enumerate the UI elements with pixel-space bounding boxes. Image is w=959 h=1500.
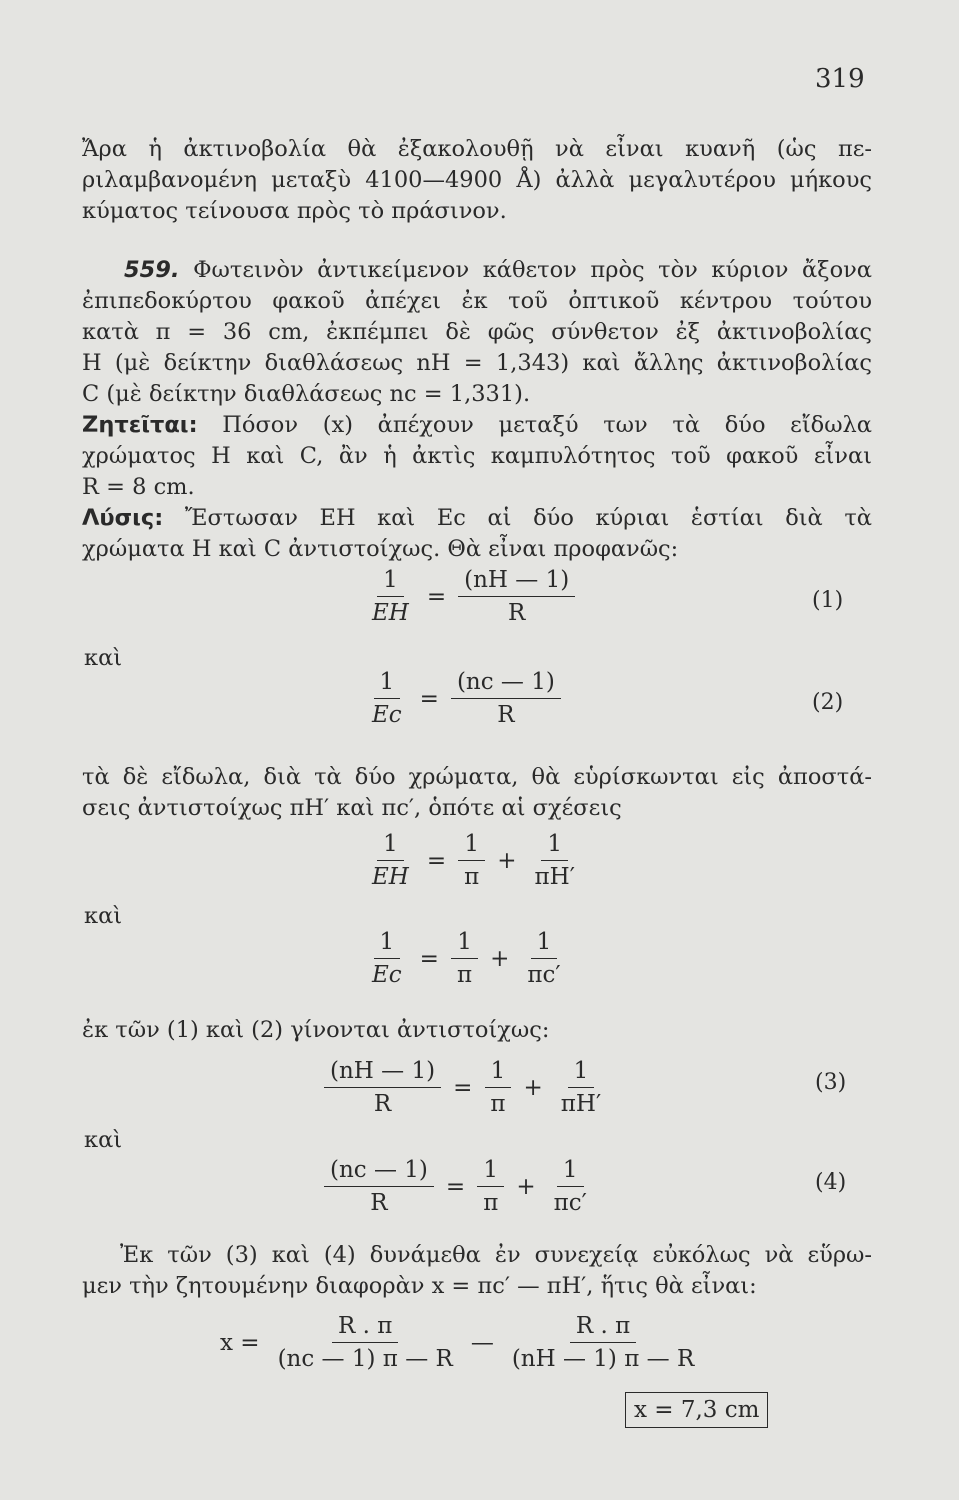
numerator: 1 xyxy=(477,1156,504,1187)
denominator: Ec xyxy=(372,702,402,728)
text-line: κατὰ π = 36 cm, ἐκπέμπει δὲ φῶς σύνθετον ἐξ ἀκτινοβολίας xyxy=(82,319,872,345)
denominator: EH xyxy=(372,600,409,626)
equation-lens-c xyxy=(360,928,573,989)
problem-number: 559. xyxy=(124,257,180,283)
numerator: 1 xyxy=(377,830,404,861)
text-line: Ἄρα ἡ ἀκτινοβολία θὰ ἐξακολουθῇ νὰ εἶναι κυανῆ (ὡς πε- xyxy=(82,136,872,162)
denominator: πH′ xyxy=(534,864,575,890)
numerator: 1 xyxy=(458,830,485,861)
text-segment: Ἔστωσαν EH καὶ Ec αἱ δύο κύριαι ἑστίαι διὰ τὰ xyxy=(184,505,872,531)
numerator: 1 xyxy=(451,928,478,959)
equals-sign: = xyxy=(445,1173,466,1200)
denominator: πc′ xyxy=(553,1190,587,1216)
lhs: x = xyxy=(220,1329,260,1356)
answer-box: x = 7,3 cm xyxy=(625,1392,768,1428)
equation-lens-h xyxy=(360,830,587,891)
equation-4 xyxy=(318,1156,599,1217)
denominator: π xyxy=(456,962,473,988)
middle-paragraph xyxy=(82,762,872,824)
text-line: τὰ δὲ εἴδωλα, διὰ τὰ δύο χρώματα, θὰ εὑρίσκωνται εἰς ἀποστά- xyxy=(82,764,872,790)
equation-3 xyxy=(318,1057,613,1118)
plus-sign: + xyxy=(497,847,517,874)
equation-2 xyxy=(360,668,567,729)
equation-tag: (4) xyxy=(815,1170,847,1195)
text-line: μεν τὴν ζητουμένην διαφορὰν x = πc′ — πH′, ἥτις θὰ εἶναι: xyxy=(82,1273,757,1299)
numerator: 1 xyxy=(377,566,404,597)
text-line xyxy=(82,503,872,534)
numerator: (nH — 1) xyxy=(324,1057,441,1088)
denominator: π xyxy=(490,1091,506,1117)
numerator: 1 xyxy=(374,668,401,699)
text-line: ἐπιπεδοκύρτου φακοῦ ἀπέχει ἐκ τοῦ ὀπτικοῦ κέντρου τούτου xyxy=(82,288,872,314)
numerator: R . π xyxy=(332,1312,398,1343)
from-text xyxy=(82,1015,872,1046)
connector-word: καὶ xyxy=(84,1127,123,1153)
numerator: (nc — 1) xyxy=(324,1156,434,1187)
equals-sign: = xyxy=(419,685,439,712)
denominator: (nH — 1) π — R xyxy=(511,1346,695,1372)
text-line: ριλαμβανομένη μεταξὺ 4100—4900 Å) ἀλλὰ μεγαλυτέρου μήκους xyxy=(82,167,872,193)
denominator: R xyxy=(373,1091,392,1117)
numerator: 1 xyxy=(485,1057,512,1088)
text-line: χρώματος H καὶ C, ἂν ἡ ἀκτὶς καμπυλότητος τοῦ φακοῦ εἶναι xyxy=(82,443,872,469)
problem-statement xyxy=(82,255,872,565)
denominator: R xyxy=(370,1190,388,1216)
page-number: 319 xyxy=(815,64,865,94)
text-line: C (μὲ δείκτην διαθλάσεως nc = 1,331). xyxy=(82,381,531,407)
connector-word: καὶ xyxy=(84,645,123,671)
numerator: 1 xyxy=(557,1156,584,1187)
text-line: κύματος τείνουσα πρὸς τὸ πράσινον. xyxy=(82,198,507,224)
equation-tag: (3) xyxy=(815,1070,847,1095)
numerator: 1 xyxy=(568,1057,595,1088)
denominator: R xyxy=(508,600,526,626)
denominator: EH xyxy=(372,864,409,890)
equation-tag: (1) xyxy=(812,588,844,613)
equation-1 xyxy=(360,566,581,627)
text-line: ἐκ τῶν (1) καὶ (2) γίνονται ἀντιστοίχως: xyxy=(82,1017,550,1043)
text-line: H (μὲ δείκτην διαθλάσεως nH = 1,343) καὶ ἄλλης ἀκτινοβολίας xyxy=(82,350,872,376)
equation-difference xyxy=(214,1312,706,1373)
text-line xyxy=(82,410,872,441)
denominator: π xyxy=(483,1190,499,1216)
equals-sign: = xyxy=(453,1074,473,1101)
equation-tag: (2) xyxy=(812,690,844,715)
solution-heading: Λύσις: xyxy=(82,505,164,531)
plus-sign: + xyxy=(516,1173,536,1200)
minus-sign: — xyxy=(470,1329,494,1356)
denominator: Ec xyxy=(372,962,402,988)
denominator: R xyxy=(497,702,515,728)
equals-sign: = xyxy=(426,847,447,874)
numerator: 1 xyxy=(374,928,401,959)
denominator: πH′ xyxy=(560,1091,602,1117)
denominator: πc′ xyxy=(527,962,561,988)
text-line: χρώματα H καὶ C ἀντιστοίχως. Θὰ εἶναι προφανῶς: xyxy=(82,536,679,562)
text-line: σεις ἀντιστοίχως πH′ καὶ πc′, ὁπότε αἱ σχέσεις xyxy=(82,795,622,821)
denominator: (nc — 1) π — R xyxy=(277,1346,453,1372)
equals-sign: = xyxy=(419,945,439,972)
numerator: (nH — 1) xyxy=(458,566,575,597)
plus-sign: + xyxy=(490,945,510,972)
plus-sign: + xyxy=(523,1074,543,1101)
text-line xyxy=(82,255,872,286)
equals-sign: = xyxy=(426,583,447,610)
text-line: R = 8 cm. xyxy=(82,474,195,500)
text-segment: Φωτεινὸν ἀντικείμενον κάθετον πρὸς τὸν κύριον ἄξονα xyxy=(193,257,872,283)
text-segment: Ἐκ τῶν (3) καὶ (4) δυνάμεθα ἐν συνεχείᾳ εὐκόλως νὰ εὕρω- xyxy=(120,1242,872,1268)
intro-paragraph xyxy=(82,134,872,227)
connector-word: καὶ xyxy=(84,903,123,929)
denominator: π xyxy=(464,864,480,890)
text-line xyxy=(82,1240,872,1271)
text-segment: Πόσον (x) ἀπέχουν μεταξύ των τὰ δύο εἴδωλα xyxy=(222,412,873,438)
numerator: (nc — 1) xyxy=(451,668,561,699)
ask-heading: Ζητεῖται: xyxy=(82,412,198,438)
numerator: 1 xyxy=(541,830,568,861)
numerator: R . π xyxy=(570,1312,636,1343)
numerator: 1 xyxy=(531,928,558,959)
final-paragraph xyxy=(82,1240,872,1302)
